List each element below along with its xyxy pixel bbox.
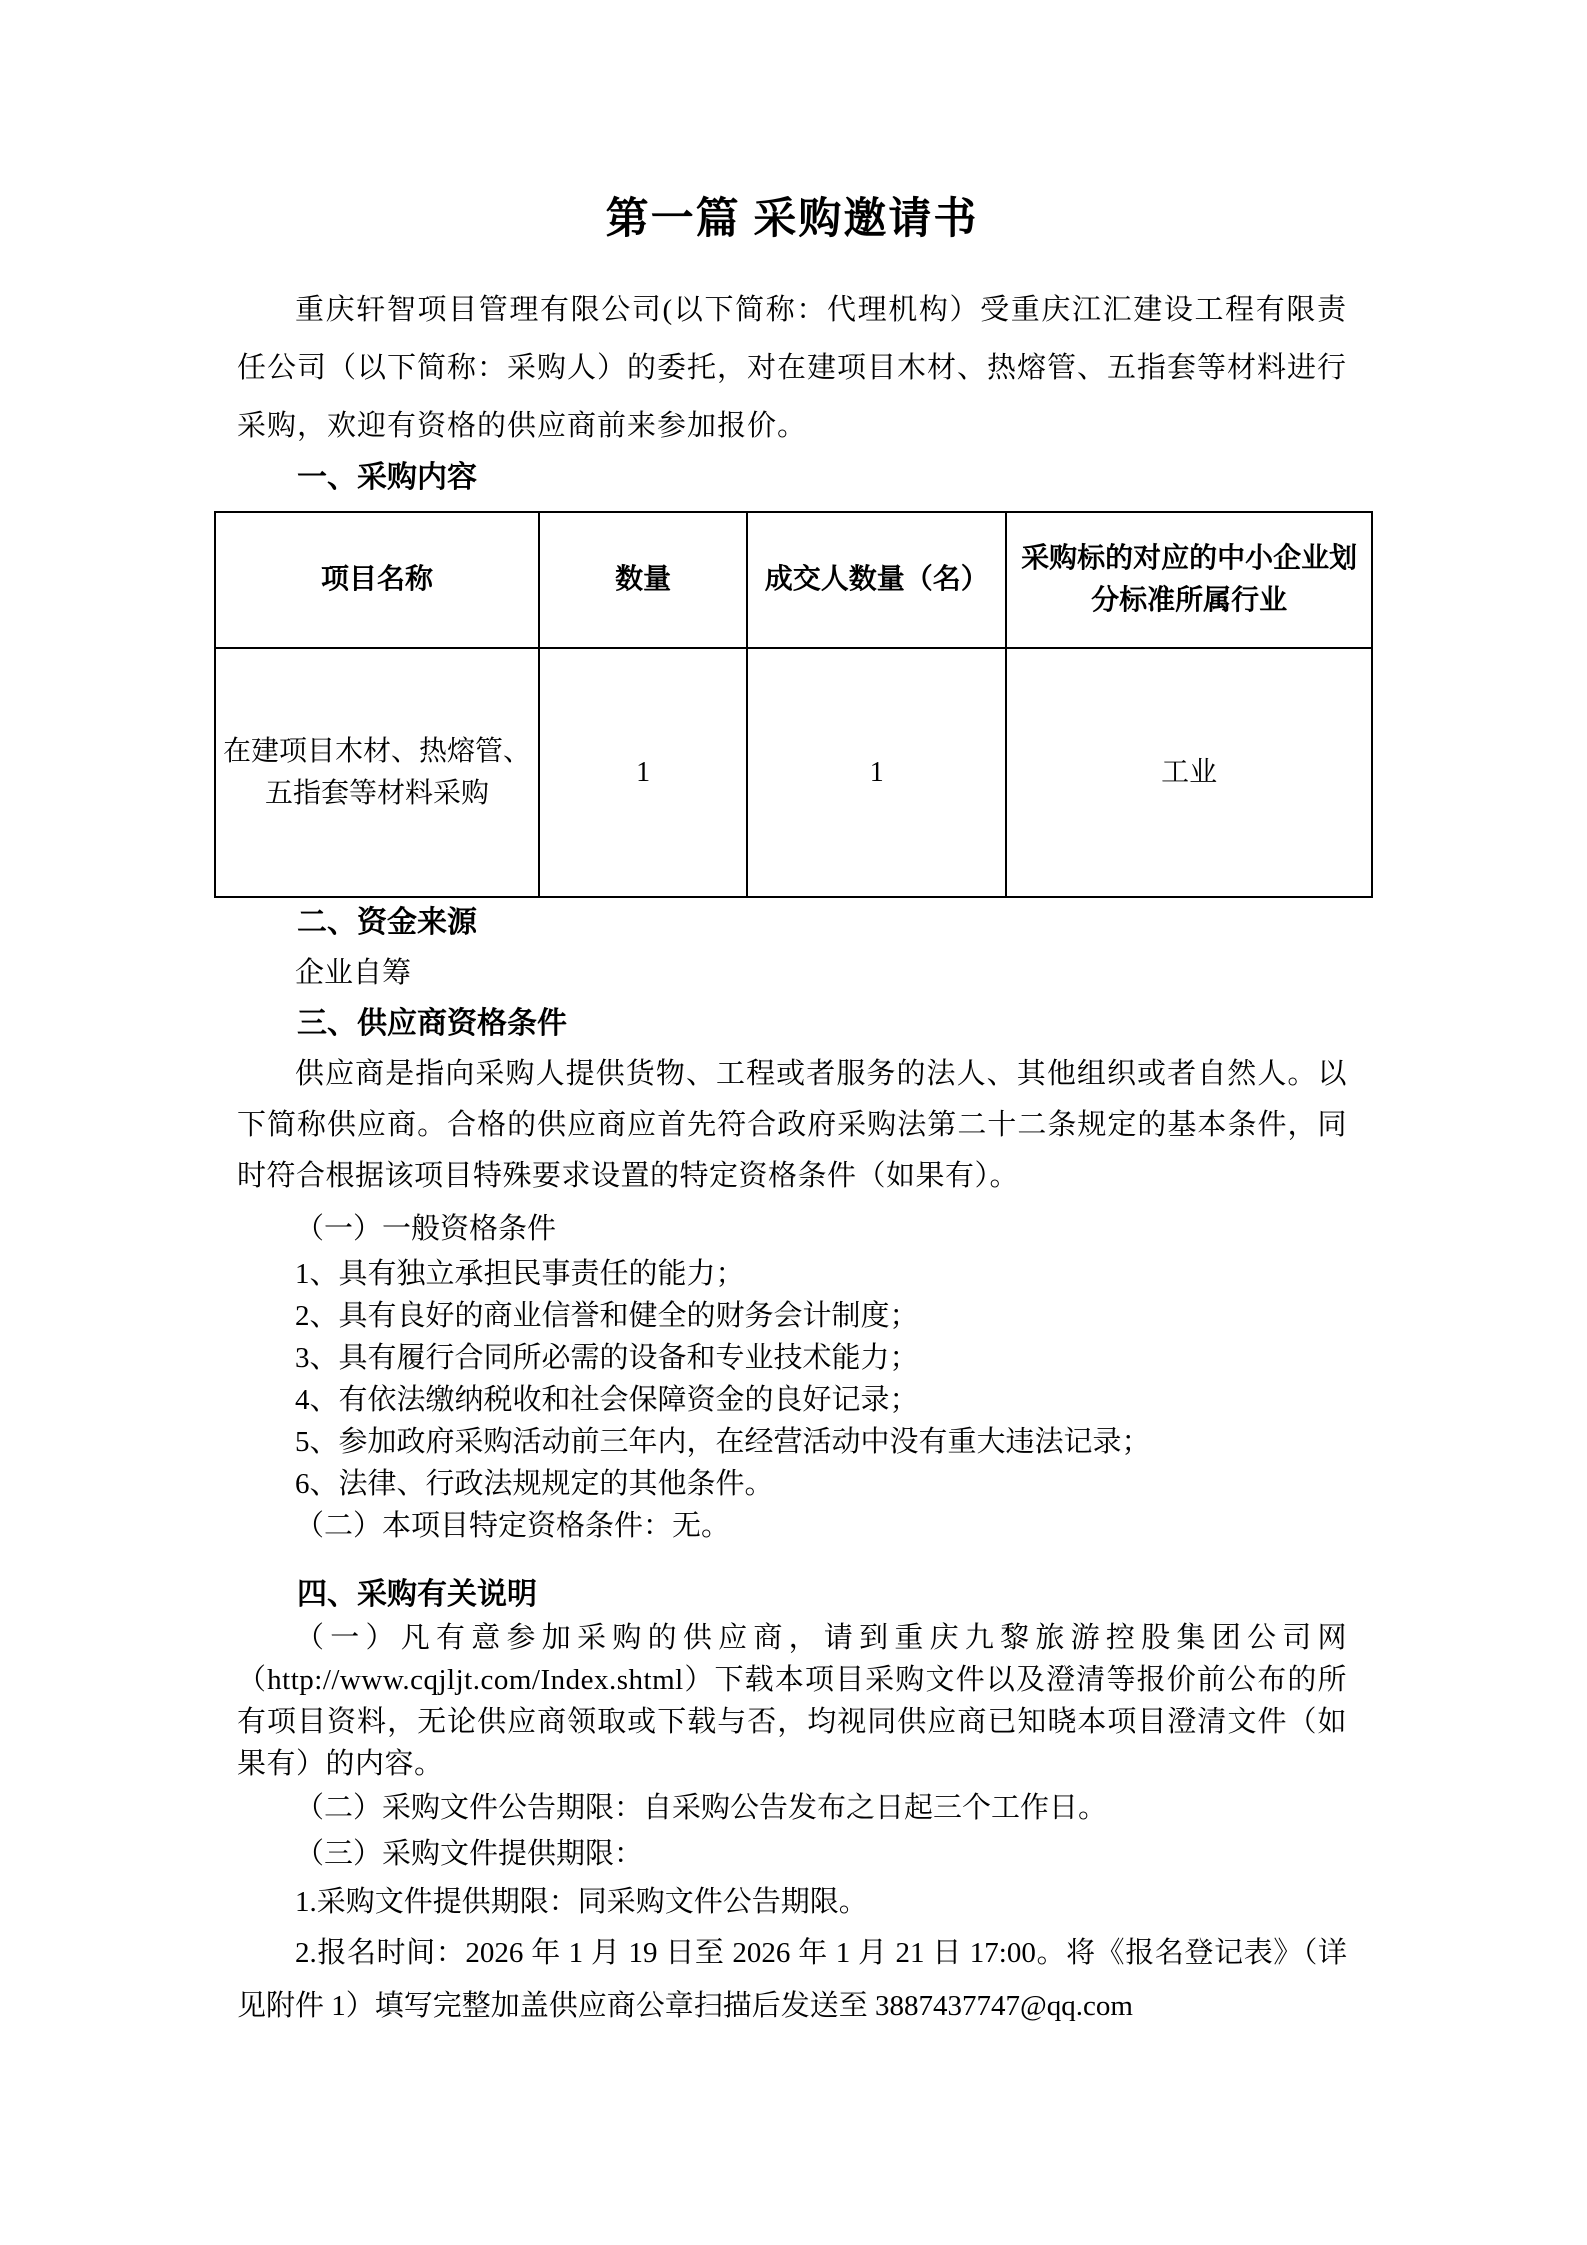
col-header-winner-count: 成交人数量（名） (747, 512, 1006, 648)
note-paragraph-2: （二）采购文件公告期限：自采购公告发布之日起三个工作日。 (295, 1792, 1108, 1824)
note-paragraph-4: 1.采购文件提供期限：同采购文件公告期限。 (295, 1886, 868, 1918)
section-heading-procurement-content: 一、采购内容 (297, 461, 477, 494)
condition-item-6: 6、法律、行政法规规定的其他条件。 (295, 1468, 774, 1500)
condition-item-5: 5、参加政府采购活动前三年内，在经营活动中没有重大违法记录； (295, 1426, 1151, 1458)
col-header-sme-industry: 采购标的对应的中小企业划分标准所属行业 (1006, 512, 1372, 648)
note-paragraph-3: （三）采购文件提供期限： (295, 1838, 644, 1870)
condition-item-2: 2、具有良好的商业信誉和健全的财务会计制度； (295, 1300, 919, 1332)
supplier-qualification-paragraph: 供应商是指向采购人提供货物、工程或者服务的法人、其他组织或者自然人。以下简称供应商。合格的供应商应首先符合政府采购法第二十二条规定的基本条件，同时符合根据该项目特殊要求设置的特定资格条件（如果有）。 (237, 1058, 1347, 1192)
cell-winner-count: 1 (747, 648, 1006, 897)
cell-sme-industry: 工业 (1006, 648, 1372, 897)
col-header-quantity: 数量 (539, 512, 747, 648)
note-paragraph-1: （一）凡有意参加采购的供应商，请到重庆九黎旅游控股集团公司网（http://www.cqjljt.com/Index.shtml）下载本项目采购文件以及澄清等报价前公布的所有项目资料，无论供应商领取或下载与否，均视同供应商已知晓本项目澄清文件（如果有）的内容。 (237, 1622, 1347, 1780)
general-conditions-label: （一）一般资格条件 (295, 1213, 557, 1245)
fund-source-text: 企业自筹 (295, 957, 412, 989)
col-header-project-name: 项目名称 (215, 512, 539, 648)
table-header-row (215, 512, 1372, 648)
section-heading-supplier-qualification: 三、供应商资格条件 (297, 1007, 567, 1040)
specific-conditions-label: （二）本项目特定资格条件：无。 (295, 1510, 731, 1542)
note-paragraph-5: 2.报名时间：2026 年 1 月 19 日至 2026 年 1 月 21 日 17:00。将《报名登记表》（详见附件 1）填写完整加盖供应商公章扫描后发送至 3887437747@qq.com (237, 1937, 1347, 2022)
general-conditions-list (237, 1253, 1347, 1505)
cell-quantity: 1 (539, 648, 747, 897)
condition-item-4: 4、有依法缴纳税收和社会保障资金的良好记录； (295, 1384, 919, 1416)
table-row (215, 648, 1372, 897)
procurement-table (214, 511, 1373, 898)
cell-project-name: 在建项目木材、热熔管、五指套等材料采购 (215, 648, 539, 897)
condition-item-1: 1、具有独立承担民事责任的能力； (295, 1258, 745, 1290)
condition-item-3: 3、具有履行合同所必需的设备和专业技术能力； (295, 1342, 919, 1374)
page-title: 第一篇 采购邀请书 (605, 196, 979, 243)
section-heading-procurement-notes: 四、采购有关说明 (297, 1578, 537, 1611)
section-heading-fund-source: 二、资金来源 (297, 906, 477, 939)
intro-paragraph: 重庆轩智项目管理有限公司(以下简称：代理机构）受重庆江汇建设工程有限责任公司（以下简称：采购人）的委托，对在建项目木材、热熔管、五指套等材料进行采购，欢迎有资格的供应商前来参加报价。 (237, 294, 1348, 442)
document-content (222, 0, 1358, 2033)
